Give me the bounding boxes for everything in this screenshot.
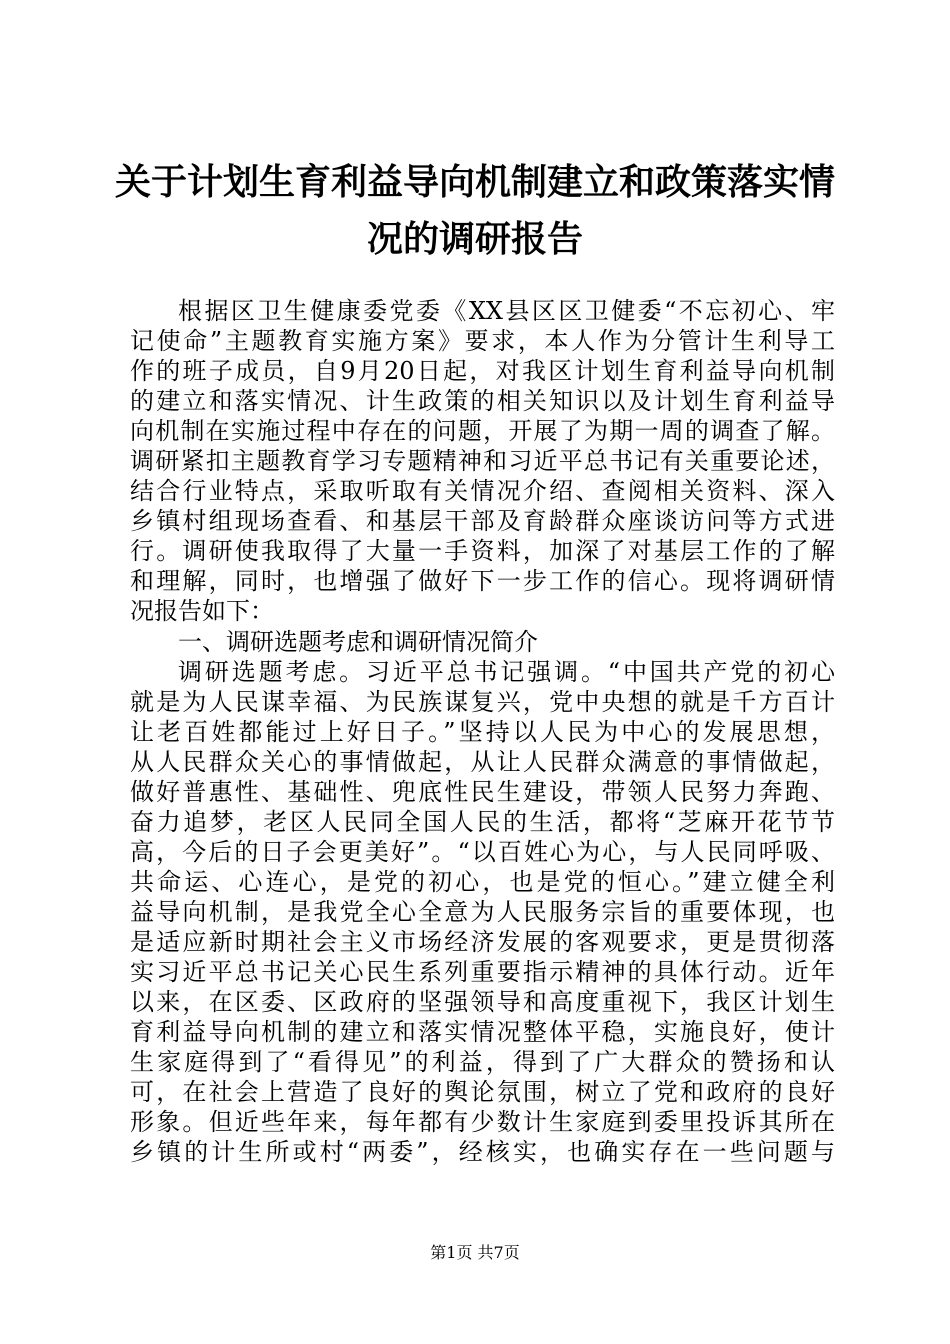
text-line: 就是为人民谋幸福、为民族谋复兴，党中央想的就是千方百计 (130, 687, 835, 716)
text-line: 共命运、心连心，是党的初心，也是党的恒心。”建立健全利 (130, 867, 835, 896)
text-line: 从人民群众关心的事情做起，从让人民群众满意的事情做起， (130, 747, 835, 776)
text-line: 乡镇的计生所或村“两委”，经核实，也确实存在一些问题与 (130, 1138, 835, 1167)
text-line: 调研选题考虑。习近平总书记强调。“中国共产党的初心 (178, 657, 835, 686)
text-line: 做好普惠性、基础性、兜底性民生建设，带领人民努力奔跑、 (130, 777, 835, 806)
text-line: 可，在社会上营造了良好的舆论氛围，树立了党和政府的良好 (130, 1078, 835, 1107)
text-line: 以来，在区委、区政府的坚强领导和高度重视下，我区计划生 (130, 988, 835, 1017)
text-line: 记使命”主题教育实施方案》要求，本人作为分管计生利导工 (130, 327, 835, 356)
text-line: 益导向机制，是我党全心全意为人民服务宗旨的重要体现，也 (130, 897, 835, 926)
text-line: 况报告如下： (130, 597, 274, 626)
text-line: 是适应新时期社会主义市场经济发展的客观要求，更是贯彻落 (130, 927, 835, 956)
text-line: 向机制在实施过程中存在的问题，开展了为期一周的调查了解。 (130, 417, 835, 446)
text-line: 高，今后的日子会更美好”。“以百姓心为心，与人民同呼吸、 (130, 837, 835, 866)
text-line: 的建立和落实情况、计生政策的相关知识以及计划生育利益导 (130, 387, 835, 416)
text-line: 调研紧扣主题教育学习专题精神和习近平总书记有关重要论述， (130, 447, 835, 476)
document-title-line-2: 况的调研报告 (366, 219, 583, 260)
text-line: 乡镇村组现场查看、和基层干部及育龄群众座谈访问等方式进 (130, 507, 835, 536)
text-line: 实习近平总书记关心民生系列重要指示精神的具体行动。近年 (130, 958, 835, 987)
text-line: 生家庭得到了“看得见”的利益，得到了广大群众的赞扬和认 (130, 1048, 835, 1077)
text-line: 和理解，同时，也增强了做好下一步工作的信心。现将调研情 (130, 567, 835, 596)
section-heading: 一、调研选题考虑和调研情况简介 (178, 627, 538, 656)
text-line: 育利益导向机制的建立和落实情况整体平稳，实施良好，使计 (130, 1018, 835, 1047)
text-line: 根据区卫生健康委党委《XX县区区卫健委“不忘初心、牢 (178, 297, 835, 325)
text-line: 作的班子成员，自9月20日起，对我区计划生育利益导向机制 (130, 357, 835, 386)
document-title-line-1: 关于计划生育利益导向机制建立和政策落实情 (114, 162, 835, 203)
paragraph-intro (130, 296, 835, 627)
text-line: 奋力追梦，老区人民同全国人民的生活，都将“芝麻开花节节 (130, 807, 835, 836)
page-footer: 第1页 共7页 (430, 1243, 520, 1262)
text-line: 形象。但近些年来，每年都有少数计生家庭到委里投诉其所在 (130, 1108, 835, 1137)
document-body (130, 296, 835, 1167)
paragraph-topic (130, 657, 835, 1168)
text-line: 让老百姓都能过上好日子。”坚持以人民为中心的发展思想， (130, 717, 835, 746)
text-line: 结合行业特点，采取听取有关情况介绍、查阅相关资料、深入 (130, 477, 835, 506)
text-line: 行。调研使我取得了大量一手资料，加深了对基层工作的了解 (130, 537, 835, 566)
